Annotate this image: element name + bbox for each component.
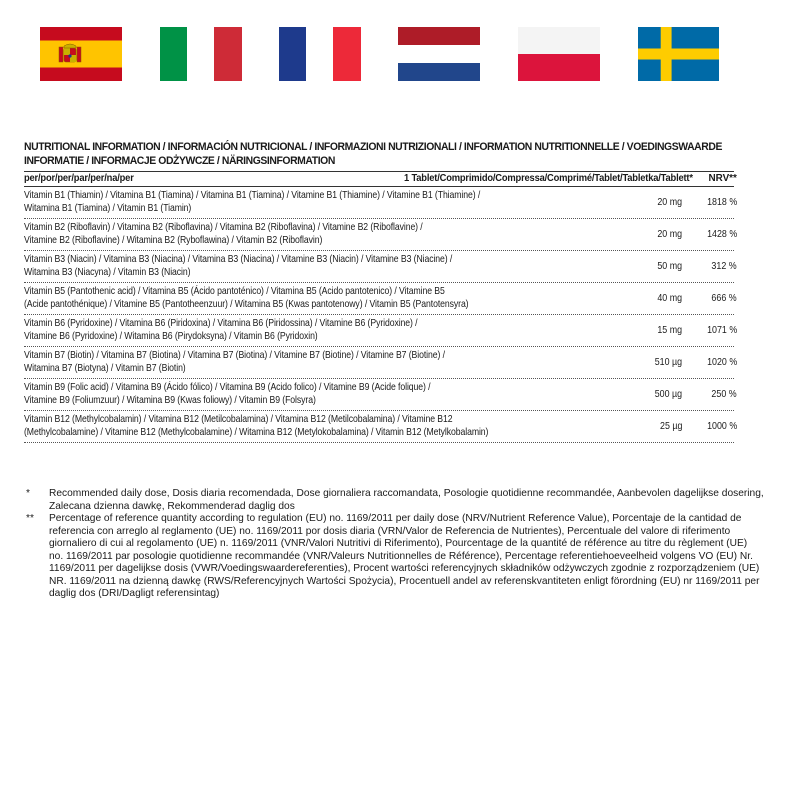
row-nrv: 1071 %: [706, 325, 737, 336]
header-per: per/por/per/par/per/na/per: [24, 173, 134, 184]
row-name-line-2: Vitamine B9 (Foliumzuur) / Witamina B9 (Kwas foliowy) / Vitamin B9 (Folsyra): [24, 394, 316, 406]
row-amount: 15 mg: [657, 325, 682, 336]
footnote-text: Recommended daily dose, Dosis diaria recomendada, Dose giornaliera raccomandata, Posologie quotidienne recommandée, Aanbevolen dagelijkse dosering, Zalecana dzienna dawkę, Rekommenderad daglig dos: [49, 488, 764, 512]
row-name-line-1: Vitamin B5 (Pantothenic acid) / Vitamina B5 (Ácido pantoténico) / Vitamina B5 (Acido pantotenico) / Vitamine B5: [24, 286, 445, 297]
table-row: [24, 251, 737, 283]
row-amount: 500 µg: [654, 389, 682, 400]
row-name-line-2: (Methylcobalamine) / Vitamine B12 (Methylcobalamine) / Witamina B12 (Metylokobalamina) / Vitamin B12 (Metylkobalamin): [24, 426, 489, 438]
footnote-nrv: [24, 513, 764, 601]
row-name-line-2: Vitamine B6 (Pyridoxine) / Witamina B6 (Pirydoksyna) / Vitamin B6 (Pyridoxin): [24, 330, 318, 342]
footnotes: [24, 488, 764, 601]
table-title: [24, 140, 734, 168]
row-name-line-2: (Acide pantothénique) / Vitamine B5 (Pantotheenzuur) / Witamina B5 (Kwas pantotenowy) / Vitamin B5 (Pantotensyra): [24, 298, 469, 310]
netherlands-flag-icon: [398, 27, 480, 81]
table-row: [24, 219, 737, 251]
row-amount: 20 mg: [657, 229, 682, 240]
header-nrv: NRV**: [708, 173, 737, 184]
table-row: [24, 347, 737, 379]
row-nrv: 250 %: [711, 389, 737, 400]
footnote-marker: *: [26, 488, 30, 499]
row-name: [24, 286, 557, 311]
row-name: [24, 254, 557, 279]
table-row: [24, 187, 737, 219]
table-row: [24, 315, 737, 347]
row-name: [24, 222, 557, 247]
table-header: [24, 171, 737, 187]
row-name-line-2: Witamina B3 (Niacyna) / Vitamin B3 (Niacin): [24, 266, 191, 278]
spain-flag-icon: [40, 27, 122, 81]
header-tablet: 1 Tablet/Comprimido/Compressa/Comprimé/Tablet/Tabletka/Tablett*: [404, 173, 693, 184]
table-row: [24, 411, 737, 443]
row-amount: 50 mg: [657, 261, 682, 272]
row-name: [24, 382, 557, 407]
footnote-text: Percentage of reference quantity according to regulation (EU) no. 1169/2011 per daily dose (NRV/Nutrient Reference Value), Porcentaje de la cantidad de referencia con arreglo al reglamento (UE) no. 1169/2011 por dosis diaria (VRN/Valor de Referencia de Nutrientes), Percentuale del valore di riferimento giornaliero di cui al regolamento (UE) n. 1169/2011 (VNR/Valori Nutritivi di Riferimento), Pourcentage de la quantité de référence au titre du règlement (UE) no. 1169/2011 par posologie quotidienne recommandée (VNR/Valeurs Nutritionnelles de Référence), Percentage referentiehoeveelheid volgens VO (EU) Nr. 1169/2011 per dagelijkse dosis (VWR/Voedingswaardereferenties), Procent wartości referencyjnych składników odżywczych zgodnie z rozporządzeniem (UE) NR. 1169/2011 na dzienną dawkę (RWS/Referencyjnych Wartości Spożycia), Procentuell andel av referenskvantiteten enligt förordning (EU) nr 1169/2011 per daglig dos (DRI/Dagligt referensintag): [49, 513, 760, 599]
row-amount: 510 µg: [654, 357, 682, 368]
nutrition-table: [24, 140, 737, 443]
row-name-line-1: Vitamin B12 (Methylcobalamin) / Vitamina B12 (Metilcobalamina) / Vitamina B12 (Metilcobalamina) / Vitamine B12: [24, 414, 453, 425]
row-name-line-2: Vitamine B2 (Riboflavine) / Witamina B2 (Ryboflawina) / Vitamin B2 (Riboflavin): [24, 234, 323, 246]
title-line-1: NUTRITIONAL INFORMATION / INFORMACIÓN NUTRICIONAL / INFORMAZIONI NUTRIZIONALI / INFORMATION NUTRITIONNELLE / VOEDINGSWAARDE: [24, 141, 722, 153]
row-name-line-1: Vitamin B7 (Biotin) / Vitamina B7 (Biotina) / Vitamina B7 (Biotina) / Vitamine B7 (Biotine) / Vitamine B7 (Biotine) /: [24, 350, 445, 361]
italy-flag-icon: [160, 27, 242, 81]
row-name: [24, 190, 557, 215]
row-nrv: 1428 %: [706, 229, 737, 240]
row-amount: 25 µg: [659, 421, 682, 432]
footnote-recommended-dose: [24, 488, 764, 513]
row-nrv: 312 %: [711, 261, 737, 272]
poland-flag-icon: [518, 27, 600, 81]
sweden-flag-icon: [638, 27, 719, 81]
row-name-line-1: Vitamin B6 (Pyridoxine) / Vitamina B6 (Piridoxina) / Vitamina B6 (Piridossina) / Vitamine B6 (Pyridoxine) /: [24, 318, 418, 329]
table-row: [24, 379, 737, 411]
row-amount: 40 mg: [657, 293, 682, 304]
table-row: [24, 283, 737, 315]
row-name-line-2: Witamina B7 (Biotyna) / Vitamin B7 (Biotin): [24, 362, 186, 374]
row-name-line-1: Vitamin B3 (Niacin) / Vitamina B3 (Niacina) / Vitamina B3 (Niacina) / Vitamine B3 (Niacin) / Vitamine B3 (Niacine) /: [24, 254, 453, 265]
row-name: [24, 350, 557, 375]
row-name-line-1: Vitamin B2 (Riboflavin) / Vitamina B2 (Riboflavina) / Vitamina B2 (Riboflavina) / Vitamine B2 (Riboflavine) /: [24, 222, 423, 233]
row-name: [24, 414, 557, 439]
row-nrv: 1818 %: [706, 197, 737, 208]
row-name: [24, 318, 557, 343]
row-name-line-1: Vitamin B9 (Folic acid) / Vitamina B9 (Ácido fólico) / Vitamina B9 (Acido folico) / Vitamine B9 (Acide folique) /: [24, 382, 431, 393]
row-name-line-2: Witamina B1 (Tiamina) / Vitamin B1 (Tiamin): [24, 202, 192, 214]
footnote-marker: **: [26, 513, 34, 524]
flags-row: [40, 27, 760, 81]
title-line-2: INFORMATIE / INFORMACJE ODŻYWCZE / NÄRINGSINFORMATION: [24, 155, 335, 167]
row-nrv: 1020 %: [706, 357, 737, 368]
row-nrv: 666 %: [711, 293, 737, 304]
france-flag-icon: [279, 27, 361, 81]
row-name-line-1: Vitamin B1 (Thiamin) / Vitamina B1 (Tiamina) / Vitamina B1 (Tiamina) / Vitamine B1 (Thiamine) / Vitamine B1 (Thiamine) /: [24, 190, 481, 201]
row-amount: 20 mg: [657, 197, 682, 208]
row-nrv: 1000 %: [706, 421, 737, 432]
